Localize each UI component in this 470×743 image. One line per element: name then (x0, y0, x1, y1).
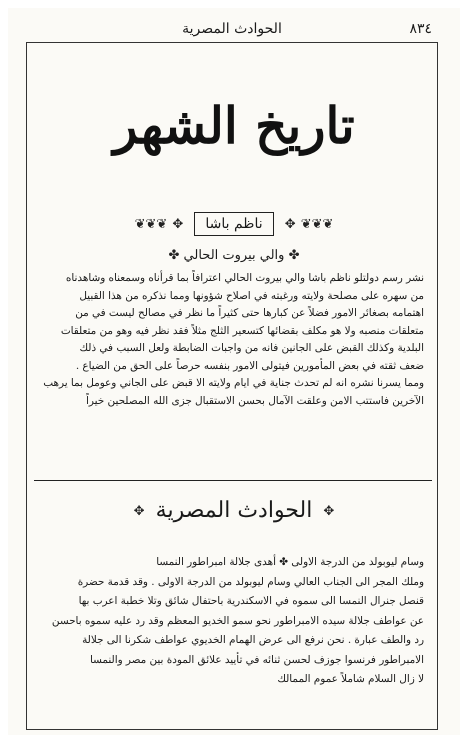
running-title: الحوادث المصرية (182, 21, 282, 37)
page (8, 8, 460, 735)
page-number: ٨٣٤ (409, 21, 432, 37)
text-line: قنصل جنرال النمسا الى سموه في الاسكندرية باحتفال شائق وتلا خطبة اعرب بها (78, 595, 424, 607)
text-line: وسام ليوبولد من الدرجة الاولى ✤ أهدى جلالة امبراطور النمسا (156, 556, 424, 568)
ornament-icon: ✥ (172, 216, 184, 232)
section-title: الحوادث المصرية (155, 498, 313, 523)
text-line: ضعف ثقته في بعض المأمورين فيتولى الامور بنفسه حرصاً على الحق من الضياع . (75, 359, 424, 372)
article-paragraph (38, 270, 424, 410)
ornament-icon: ❦❦❦ (134, 216, 168, 232)
section-title-row (8, 494, 460, 528)
ornament-icon: ✥ (323, 503, 335, 519)
portrait-caption: ناظم باشا (194, 212, 273, 236)
text-line: الامبراطور فرنسوا جوزف لحسن ثنائه في تأييد علائق المودة بين مصر والنمسا (89, 653, 424, 666)
text-line: نشر رسم دولتلو ناظم باشا والي بيروت الحالي اعترافاً بما قرأناه وسمعناه وشاهدناه (65, 272, 424, 284)
text-line: اهتمامه بصغائر الامور فضلاً عن كبارها حتى كثيراً ما نظر في مصالح ليست في من (75, 307, 424, 319)
ornament-icon: ✥ (284, 216, 296, 232)
text-line: الآخرين فاستتب الامن وعلقت الآمال بحسن الاستقبال جزى الله المصلحين خيراً (86, 394, 424, 407)
text-line: البلدية وكذلك القبض على الجانين فانه من واجبات الضابطة ولعل السبب في ذلك (79, 342, 424, 354)
subtitle: والي بيروت الحالي (183, 248, 285, 263)
main-title: تاريخ الشهر (113, 96, 355, 155)
text-line: من سهره على مصلحة ولايته ورغبته في اصلاح شؤونها ومما نذكره من هذا القبيل (79, 289, 424, 302)
ornament-icon: ✥ (133, 503, 145, 519)
ornament-icon: ❦❦❦ (300, 216, 334, 232)
ornament-icon: ✤ (288, 248, 300, 263)
text-line: وملك المجر الى الجناب العالي وسام ليوبولد من الدرجة الاولى . وقد قدمة حضرة (77, 575, 424, 588)
text-line: عن عواطف جلالة سيده الامبراطور نحو سمو الخديو المعظم وقد رد عليه سموه باحسن (51, 614, 424, 627)
text-line: رد والطف عبارة . نحن نرفع الى عرض الهمام الخديوي عواطف شكرنا الى جلالة (82, 634, 424, 646)
subtitle-row (8, 248, 460, 263)
text-line: متعلقات منصبه ولا هو مكلف بقضائها كتسعير الثلج مثلاً فقد نظر فيه وهو من متعلقات (60, 324, 424, 337)
text-line: ومما يسرنا نشره انه لم تحدث جناية في ايام ولايته الا قبض على الجاني وعومل بما يرهب (43, 377, 424, 389)
ornament-icon: ✤ (168, 248, 180, 263)
running-head (26, 18, 438, 42)
text-line: لا زال السلام شاملاً عموم الممالك (277, 673, 424, 685)
news-paragraph (38, 553, 424, 690)
section-divider (34, 480, 432, 481)
caption-row (8, 212, 460, 236)
